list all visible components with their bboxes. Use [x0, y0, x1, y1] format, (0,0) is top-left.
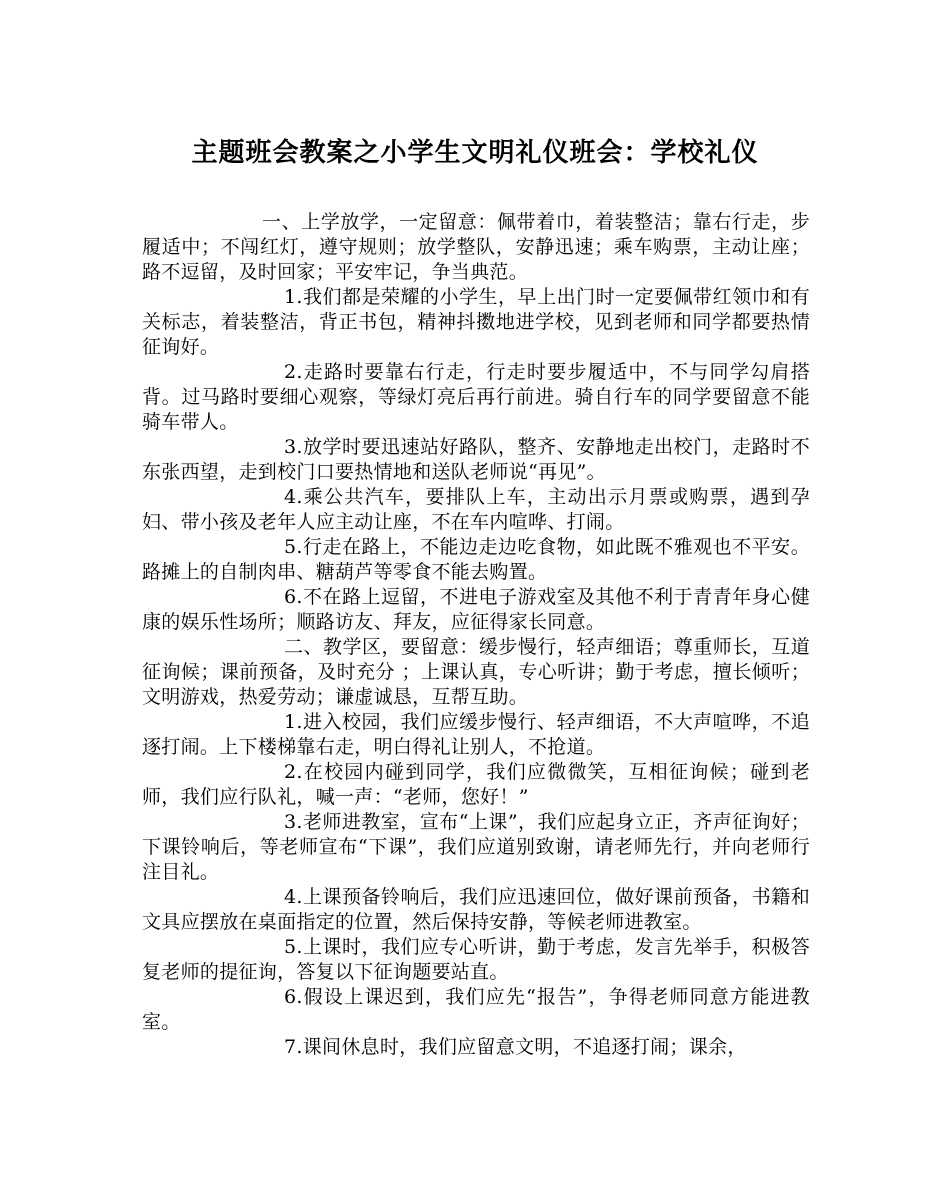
body-paragraph: 2.走路时要靠右行走，行走时要步履适中，不与同学勾肩搭背。过马路时要细心观察，等绿灯亮后再行前进。骑自行车的同学要留意不能骑车带人。	[142, 361, 810, 433]
document-title: 主题班会教案之小学生文明礼仪班会：学校礼仪	[191, 138, 759, 168]
body-paragraph: 1.我们都是荣耀的小学生，早上出门时一定要佩带红领巾和有关标志，着装整洁，背正书包，精神抖擞地进学校，见到老师和同学都要热情征询好。	[142, 286, 810, 358]
body-paragraph: 3.放学时要迅速站好路队，整齐、安静地走出校门，走路时不东张西望，走到校门口要热情地和送队老师说“再见”。	[142, 436, 810, 483]
body-paragraph: 5.行走在路上，不能边走边吃食物，如此既不雅观也不平安。路摊上的自制肉串、糖葫芦等零食不能去购置。	[142, 536, 810, 583]
body-paragraph: 6.不在路上逗留，不进电子游戏室及其他不利于青青年身心健康的娱乐性场所；顺路访友、拜友，应征得家长同意。	[142, 586, 810, 633]
section-heading-paragraph: 一、上学放学，一定留意：佩带着巾，着装整洁；靠右行走，步履适中；不闯红灯，遵守规则；放学整队，安静迅速；乘车购票，主动让座；路不逗留，及时回家；平安牢记，争当典范。	[142, 211, 810, 283]
body-paragraph: 1.进入校园，我们应缓步慢行、轻声细语，不大声喧哗，不追逐打闹。上下楼梯靠右走，明白得礼让别人，不抢道。	[142, 711, 810, 758]
document-body	[142, 210, 810, 1060]
body-paragraph: 5.上课时，我们应专心听讲，勤于考虑，发言先举手，积极答复老师的提征询，答复以下征询题要站直。	[142, 936, 810, 983]
body-paragraph: 3.老师进教室，宣布“上课”，我们应起身立正，齐声征询好；下课铃响后，等老师宣布“下课”，我们应道别致谢，请老师先行，并向老师行注目礼。	[142, 811, 810, 883]
body-paragraph: 4.上课预备铃响后，我们应迅速回位，做好课前预备，书籍和文具应摆放在桌面指定的位置，然后保持安静，等候老师进教室。	[142, 886, 810, 933]
body-paragraph: 2.在校园内碰到同学，我们应微微笑，互相征询候；碰到老师，我们应行队礼，喊一声：“老师，您好！”	[142, 761, 810, 808]
body-paragraph: 6.假设上课迟到，我们应先“报告”，争得老师同意方能进教室。	[142, 986, 810, 1033]
body-paragraph: 4.乘公共汽车，要排队上车，主动出示月票或购票，遇到孕妇、带小孩及老年人应主动让座，不在车内喧哗、打闹。	[142, 486, 810, 533]
section-heading-paragraph: 二、教学区，要留意：缓步慢行，轻声细语；尊重师长，互道征询候；课前预备，及时充分 ；上课认真，专心听讲；勤于考虑，擅长倾听；文明游戏，热爱劳动；谦虚诚恳，互帮互助。	[142, 636, 810, 708]
body-paragraph: 7.课间休息时，我们应留意文明，不追逐打闹；课余，	[284, 1036, 747, 1058]
